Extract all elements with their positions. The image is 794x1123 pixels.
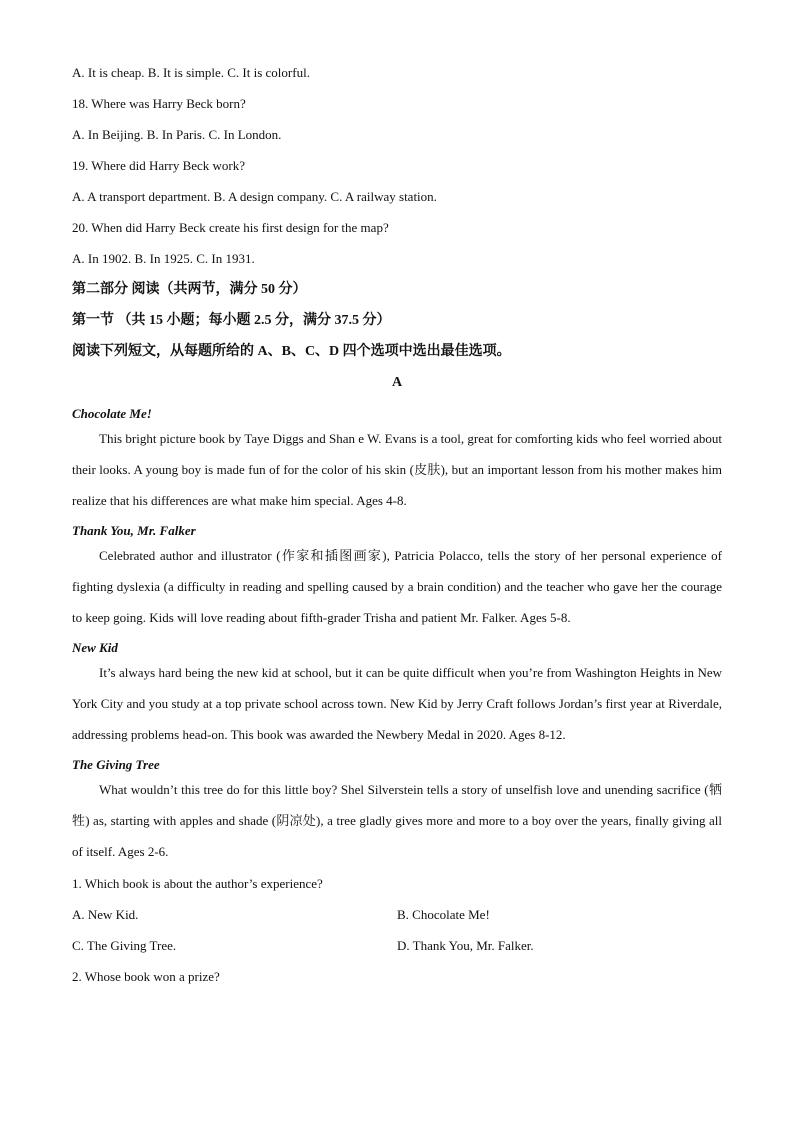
book-description: This bright picture book by Taye Diggs and Shan e W. Evans is a tool, great for comforting kids who feel worried about their looks. A young boy is made fun of for the color of his skin (皮肤), but an important lesson from his mother makes him realize that his differences are what make him special. Ages 4-8. [72,431,722,508]
book-title: Thank You, Mr. Falker [72,523,196,538]
q18-question: 18. Where was Harry Beck born? [72,96,246,111]
book-title: Chocolate Me! [72,406,152,421]
book-description: It’s always hard being the new kid at school, but it can be quite difficult when you’re from Washington Heights in New York City and you study at a top private school across town. New Kid by Jerry Craft follows Jordan’s first year at Riverdale, addressing problems head-on. This book was awarded the Newbery Medal in 2020. Ages 8-12. [72,665,722,742]
q19-options: A. A transport department. B. A design company. C. A railway station. [72,189,437,204]
document-page [72,64,722,986]
book-description: Celebrated author and illustrator (作家和插图画家), Patricia Polacco, tells the story of her personal experience of fighting dyslexia (a difficulty in reading and spelling caused by a brain condition) and the teacher who gave her the courage to keep going. Kids will love reading about fifth-grader Trisha and patient Mr. Falker. Ages 5-8. [72,548,722,625]
q1-option-a: A. New Kid. [72,907,139,922]
q1-question: 1. Which book is about the author’s experience? [72,876,323,891]
q1-options-row [72,906,722,924]
q17-options: A. It is cheap. B. It is simple. C. It is colorful. [72,65,310,80]
q2-question: 2. Whose book won a prize? [72,969,220,984]
book-title: The Giving Tree [72,757,160,772]
section1-heading: 第一节 （共 15 小题；每小题 2.5 分，满分 37.5 分） [72,313,391,328]
q1-option-b: B. Chocolate Me! [397,907,490,922]
book-description: What wouldn’t this tree do for this little boy? Shel Silverstein tells a story of unselfish love and unending sacrifice (牺牲) as, starting with apples and shade (阴凉处), a tree gladly gives more and more to a boy over the years, finally giving all of itself. Ages 2-6. [72,782,722,859]
q19-question: 19. Where did Harry Beck work? [72,158,246,173]
q18-options: A. In Beijing. B. In Paris. C. In London. [72,127,282,142]
instruction-heading: 阅读下列短文，从每题所给的 A、B、C、D 四个选项中选出最佳选项。 [72,344,511,359]
book-title: New Kid [72,640,118,655]
q20-question: 20. When did Harry Beck create his first design for the map? [72,220,389,235]
passage-letter: A [391,375,403,390]
q1-option-c: C. The Giving Tree. [72,938,177,953]
q1-option-d: D. Thank You, Mr. Falker. [397,938,534,953]
part2-heading: 第二部分 阅读（共两节，满分 50 分） [72,282,307,297]
q20-options: A. In 1902. B. In 1925. C. In 1931. [72,251,255,266]
q1-options-row [72,937,722,955]
